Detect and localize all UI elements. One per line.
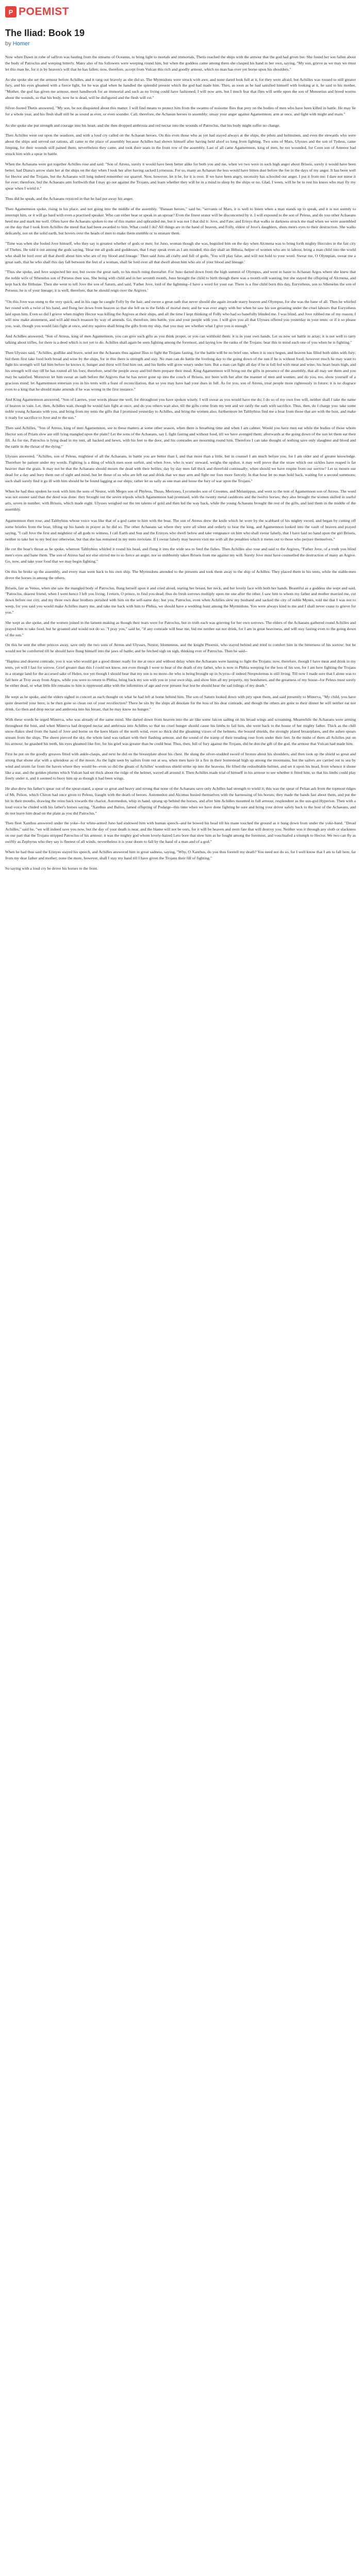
poem-paragraph: He cut the boar's throat as he spoke, whereon Talthybius whirled it round his head, and flung it into the wide sea to feed the fishes. Then Achilles also rose and said to the Argives, "Father Jove, of a truth you blind men's eyes and bane them. The son of Atreus had not else stirred me to so fierce an anger, nor so stubbornly taken Briseis from me against my will. Surely Jove must have counselled the destruction of many an Argive. Go, now, and take your food that we may begin fighting.": [5, 547, 356, 564]
poem-paragraph: When he had thus spoken he took with him the sons of Nestor, with Meges son of Phyleus, Thoas, Meriones, Lycomedes son of Creontes, and Melanippus, and went to the tent of Agamemnon son of Atreus. The word was not sooner said than the deed was done: they brought out the seven tripods which Agamemnon had promised, with the twenty metal cauldrons and the twelve horses; they also brought the women skilled in useful arts, seven in number, with Briseis, which made eight. Ulysses weighed out the ten talents of gold and then led the way back, while the young Achaeans brought the rest of the gifts, and laid them in the middle of the assembly.: [5, 488, 356, 512]
poem-paragraph: Then said Achilles, "Son of Atreus, king of men Agamemnon, see to these matters at some other season, when there is breathing time and when I am calmer. Would you have men eat while the bodies of those whom Hector son of Priam slew are still lying mangled upon the plain? Let the sons of the Achaeans, say I, fight fasting and without food, till we have avenged them; afterwards at the going down of the sun let them eat their fill. As for me, Patroclus is lying dead in my tent, all hacked and hewn, with his feet to the door, and his comrades are mourning round him. Therefore I can take thought of nothing save only slaughter and blood and the rattle in the throat of the dying.": [5, 426, 356, 449]
poem-paragraph: "Hapless and dearest comrade, you it was who would get a good dinner ready for me at once and without delay when the Achaeans were hasting to fight the Trojans; now, therefore, though I have meat and drink in my tents, yet will I fast for sorrow. Grief greater than this I could not know, not even though I were to hear of the death of my father, who is now in Phthia weeping for the loss of his son, for I am here fighting the Trojans in a strange land for the accursed sake of Helen, nor yet though I should hear that my son is no more--he who is being brought up in Scyros--if indeed Neoptolemus is still living. Till now I made sure that I alone was to fall here at Troy away from Argos, while you were to return to Phthia, bring back my son with you in your own ship, and show him all my property, my bondsmen, and the greatness of my house--for Peleus must surely be either dead, or what little life remains to him is oppressed alike with the infirmities of age and ever present fear lest he should hear the sad tidings of my death.": [5, 659, 356, 688]
poem-paragraph: Then Achilles went out upon the seashore, and with a loud cry called on the Achaean heroes. On this even those who as yet had stayed always at the ships, the pilots and helmsmen, and even the stewards who were about the ships and served out rations, all came to the place of assembly because Achilles had shown himself after having held aloof so long from fighting. Two sons of Mars, Ulysses and the son of Tydeus, came limping, for their wounds still pained them; nevertheless they came, and took their seats in the front row of the assembly. Last of all came Agamemnon, king of men, he too wounded, for Coon son of Antenor had struck him with a spear in battle.: [5, 133, 356, 156]
poem-paragraph: As she spoke she put strength and courage into his heart, and she then dropped ambrosia and red nectar into the wounds of Patroclus, that his body might suffer no change.: [5, 123, 281, 128]
poem-paragraph: Then Ulysses said, "Achilles, godlike and brave, send not the Achaeans thus against Ilius to fight the Trojans fasting, for the battle will be no brief one, when it is once begun, and heaven has filled both sides with fury; bid them first take food both bread and wine by the ships, for in this there is strength and stay. No man can do battle the livelong day to the going down of the sun if he is without food; however much he may want to fight his strength will fail him before he knows it; hunger and thirst will find him out, and his limbs will grow weary under him. But a man can fight all day if he is full fed with meat and wine; his heart beats high, and his strength will stay till he has routed all his foes; therefore, send the people away and bid them prepare their meal; King Agamemnon will bring out the gifts in presence of the assembly, that all may see them and you may be satisfied. Moreover let him swear an oath before the Argives that he has never gone up into the couch of Briseis, nor been with her after the manner of men and women; and do you, too, show yourself of a gracious mind; let Agamemnon entertain you in his tents with a feast of reconciliation, that so you may have had your dues in full. As for you, son of Atreus, treat people more righteously in future; it is no disgrace even to a king that he should make amends if he was wrong in the first instance.": [5, 350, 356, 392]
poem-paragraph: "On this Jove was stung to the very quick, and in his rage he caught Folly by the hair, and swore a great oath that never should she again invade starry heaven and Olympus, for she was the bane of all. Then he whirled her round with a twist of his hand, and flung her down from heaven so that she fell on to the fields of mortal men; and he was ever angry with her when he saw his son groaning under the cruel labours that Eurystheus laid upon him. Even so did I grieve when mighty Hector was killing the Argives at their ships, and all the time I kept thinking of Folly who had so banefully blinded me. I was blind, and Jove robbed me of my reason; I will now make atonement, and will add much treasure by way of amends. Go, therefore, into battle, you and your people with you. I will give you all that Ulysses offered you yesterday in your tents: or if it so please you, wait, though you would fain fight at once, and my squires shall bring the gifts from my ship, that you may see whether what I give you is enough.": [5, 299, 356, 329]
site-header: [0, 0, 361, 21]
poem-paragraph: When he had thus said the Erinyes stayed his speech, and Achilles answered him in great sadness, saying, "Why, O Xanthus, do you thus foretell my death? You need not do so, for I well know that I am to fall here, far from my dear father and mother; none the more, however, shall I stay my hand till I have given the Trojans their fill of fighting.": [5, 849, 356, 860]
logo-icon: P: [5, 6, 17, 18]
poem-paragraph: Then Agamemnon spoke, rising in his place, and not going into the middle of the assembly. "Danaan heroes," said he, "servants of Mars, it is well to listen when a man stands up to speak, and it is not seemly to interrupt him, or it will go hard with even a practised speaker. Who can either hear or speak in an uproar? Even the finest orator will be disconcerted by it. I will expound to the son of Peleus, and do you other Achaeans heed me and mark me well. Often have the Achaeans spoken to me of this matter and upbraided me, but it was not I that did it: Jove, and Fate, and Erinys that walks in darkness struck me mad when we were assembled on the day that I took from Achilles the meed that had been awarded to him. What could I do? All things are in the hand of heaven, and Folly, eldest of Jove's daughters, shuts men's eyes to their destruction. She walks delicately, not on the solid earth, but hovers over the heads of men to make them stumble or to ensnare them.: [5, 206, 356, 236]
poem-paragraph: And Achilles answered, "Son of Atreus, king of men Agamemnon, you can give such gifts as you think proper, or you can withhold them: it is in your own hands. Let us now set battle in array; it is not well to tarry talking about trifles, for there is a deed which is not yet to do. Achilles shall again be seen fighting among the foremost, and laying low the ranks of the Trojans: bear this in mind each one of you when he is fighting.": [5, 334, 356, 345]
poem-paragraph: "Thus she spoke, and Jove suspected her not, but swore the great oath, to his much ruing thereafter. For Juno darted down from the high summit of Olympus, and went in haste to Achaean Argos where she knew that the noble wife of Sthenelus son of Perseus then was. She being with child and in her seventh month, Juno brought the child to birth though there was a month still wanting, but she stayed the offspring of Alcmena, and kept back the Ilithuiae. Then she went to tell Jove the son of Saturn, and said, 'Father Jove, lord of the lightning--I have a word for your ear. There is a fine child born this day, Eurystheus, son to Sthenelus the son of Perseus; he is of your lineage; it is well, therefore, that he should reign over the Argives.': [5, 269, 356, 293]
poem-paragraph: On this he sent the other princes away, save only the two sons of Atreus and Ulysses, Nestor, Idomeneus, and the knight Phoenix, who stayed behind and tried to comfort him in the bitterness of his sorrow: but he would not be comforted till he should have flung himself into the jaws of battle; and he fetched sigh on sigh, thinking ever of Patroclus. Then he said--: [5, 642, 356, 654]
poem-paragraph: Now when Dawn in robe of saffron was hasting from the streams of Oceanus, to bring light to mortals and immortals, Thetis reached the ships with the armour that the god had given her. She found her son fallen about the body of Patroclus and weeping bitterly. Many also of his followers were weeping round him, but when the goddess came among them she clasped his hand in her own, saying, "My son, grieve as we may we must let this man lie, for it is by heaven's will that he has fallen; now, therefore, accept from Vulcan this rich and goodly armour, which no man has ever yet borne upon his shoulders.": [5, 55, 356, 72]
poem-paragraph: Then fleet Xanthus answered under the yoke--for white-armed Juno had endowed him with human speech--and he bowed his head till his mane touched the ground as it hung down from under the yoke-band. "Dread Achilles," said he, "we will indeed save you now, but the day of your death is near, and the blame will not be ours, for it will be heaven and stern fate that will destroy you. Neither was it through any sloth or slackness on our part that the Trojans stripped Patroclus of his armour; it was the mighty god whom lovely-haired Leto bore that slew him as he fought among the foremost, and vouchsafed a triumph to Hector. We two can fly as swiftly as Zephyrus who they say is fleetest of all winds; nevertheless it is your doom to fall by the hand of a man and of a god.": [5, 821, 356, 844]
poem-paragraph: He also drew his father's spear out of the spear-stand, a spear so great and heavy and strong that none of the Achaeans save only Achilles had strength to wield it; this was the spear of Pelian ash from the topmost ridges of Mt. Pelion, which Chiron had once given to Peleus, fraught with the death of heroes. Automedon and Alcimus busied themselves with the harnessing of his horses; they made the bands fast about them, and put the bit in their mouths, drawing the reins back towards the chariot. Automedon, whip in hand, sprang up behind the horses, and after him Achilles mounted in full armour, resplendent as the sun-god Hyperion. Then with a loud voice he chided with his father's horses saying, "Xanthus and Balius, famed offspring of Podarge--this time when we have done fighting be sure and bring your driver safely back to the host of the Achaeans, and do not leave him dead on the plain as you did Patroclus.": [5, 786, 356, 816]
poem-header: [0, 21, 361, 50]
poem-body: [0, 50, 361, 882]
poem-paragraph: Briseis, fair as Venus, when she saw the mangled body of Patroclus, flung herself upon it and cried aloud, tearing her breast, her neck, and her lovely face with both her hands. Beautiful as a goddess she wept and said, "Patroclus, dearest friend, when I went hence I left you living; I return, O prince, to find you dead; thus do fresh sorrows multiply upon me one after the other. I saw him to whom my father and mother married me, cut down before our city, and my three own dear brothers perished with him on the self-same day; but you, Patroclus, even when Achilles slew my husband and sacked the city of noble Mynes, told me that I was not to weep, for you said you would make Achilles marry me, and take me back with him to Phthia, we should have a wedding feast among the Myrmidons. You were always kind to me and I shall never cease to grieve for you.": [5, 585, 356, 615]
poem-paragraph: Ulysses answered, "Achilles, son of Peleus, mightiest of all the Achaeans, in battle you are better than I, and that more than a little, but in counsel I am much before you, for I am older and of greater knowledge. Therefore be patient under my words. Fighting is a thing of which men soon surfeit, and when Jove, who is wars' steward, weighs the upshot, it may well prove that the straw which our sickles have reaped is far heavier than the grain. It may not be that the Achaeans should mourn the dead with their bellies; day by day men fall thick and threefold continually; when should we have respite from our sorrow? Let us mourn our dead for a day and bury them out of sight and mind, but let those of us who are left eat and drink that we may arm and fight our foes more fiercely. In that hour let no man hold back, waiting for a second summons; such shall surely find it go ill with him should he be found lagging at our ships; rather let us sally as one man and loose the fury of war upon the Trojans.": [5, 454, 356, 483]
poem-paragraph: She wept as she spoke, and the women joined in the lament-making as though their tears were for Patroclus, but in truth each was grieving for her own sorrows. The elders of the Achaeans gathered round Achilles and prayed him to take food, but he groaned and would not do so. "I pray you," said he, "if any comrade will hear me, bid me neither eat nor drink, for I am in great heaviness, and will stay fasting even to the going down of the sun.": [5, 620, 356, 637]
poem-paragraph: He wept as he spoke, and the elders sighed in concert as each thought on what he had left at home behind him. The son of Saturn looked down with pity upon them, and said presently to Minerva, "My child, you have quite deserted your hero; is he then gone so clean out of your recollection? There he sits by the ships all desolate for the loss of his dear comrade, and though the others are gone to their dinner he will neither eat nor drink. Go then and drop nectar and ambrosia into his breast, that he may know no hunger.": [5, 694, 356, 711]
poem-paragraph: First he put on the goodly greaves fitted with ankle-clasps, and next he did on the breastplate about his chest. He slung the silver-studded sword of bronze about his shoulders, and then took up the shield so great and strong that shone afar with a splendour as of the moon. As the light seen by sailors from out at sea, when men have lit a fire in their homestead high up among the mountains, but the sailors are carried out to sea by wind and storm far from the haven where they would be--even so did the gleam of Achilles' wondrous shield strike up into the heavens. He lifted the redoubtable helmet, and set it upon his head, from whence it shone like a star, and the golden plumes which Vulcan had set thick about the ridge of the helmet, waved all around it. Then Achilles made trial of himself in his armour to see whether it fitted him, so that his limbs could play freely under it, and it seemed to buoy him up as though it had been wings.: [5, 752, 356, 781]
logo-text: POEMIST: [19, 6, 70, 18]
poem-paragraph: "Time was when she fooled Jove himself, who they say is greatest whether of gods or men; for Juno, woman though she was, beguiled him on the day when Alcmena was to bring forth mighty Hercules in the fair city of Thebes. He told it out among the gods saying, 'Hear me all gods and goddesses, that I may speak even as I am minded; this day shall an Ilithuia, helper of women who are in labour, bring a man child into the world who shall be lord over all that dwell about him who are of my blood and lineage.' Then said Juno all crafty and full of guile, 'You will play false, and will not hold to your word. Swear me, O Olympian, swear me a great oath, that he who shall this day fall between the feet of a woman, shall be lord over all that dwell about him who are of your blood and lineage.': [5, 241, 356, 264]
poem-paragraph: On this he broke up the assembly, and every man went back to his own ship. The Myrmidons attended to the presents and took them away to the ship of Achilles. They placed them in his tents, while the stable-men drove the horses in among the others.: [5, 569, 356, 580]
poem-paragraph: When the Achaeans were got together Achilles rose and said: "Son of Atreus, surely it would have been better alike for both you and me, when we two were in such high anger about Briseis, surely it would have been better, had Diana's arrow slain her at the ships on the day when I took her after having sacked Lyrnessus. For so, many an Achaean the less would have bitten dust before the foe in the days of my anger. It has been well for Hector and the Trojans, but the Achaeans will long indeed remember our quarrel. Now, however, let it be, for it is over. If we have been angry, necessity has schooled our anger. I put it from me: I dare not nurse it for ever; therefore, bid the Achaeans arm forthwith that I may go out against the Trojans, and learn whether they will be in a mind to sleep by the ships or no. Glad, I ween, will he be to rest his knees who may fly my spear when I wield it.": [5, 161, 356, 191]
byline-prefix: by: [5, 41, 11, 47]
poem-paragraph: As she spoke she set the armour before Achilles, and it rang out bravely as she did so. The Myrmidons were struck with awe, and none dared look full at it, for they were afraid; but Achilles was roused to still greater fury, and his eyes gleamed with a fierce light, for he was glad when he handled the splendid present which the god had made him. Then, as soon as he had satisfied himself with looking at it, he said to his mother, "Mother, the god has given me armour, meet handiwork for an immortal and such as no living could have fashioned; I will now arm, but I much fear that flies will settle upon the son of Menoetius and breed worms about the wounds, so that his body, now he is dead, will be disfigured and the flesh will rot.": [5, 77, 356, 100]
page: [0, 0, 361, 882]
poem-title: The Iliad: Book 19: [5, 28, 85, 38]
poem-paragraph: Thus did he speak, and the Achaeans rejoiced in that he had put away his anger.: [5, 196, 134, 201]
author-link[interactable]: Homer: [12, 41, 30, 47]
site-logo[interactable]: [5, 6, 69, 18]
poem-paragraph: Agamemnon then rose, and Talthybius whose voice was like that of a god came to him with the boar. The son of Atreus drew the knife which he wore by the scabbard of his mighty sword, and began by cutting off some bristles from the boar, lifting up his hands in prayer as he did so. The other Achaeans sat where they were all silent and orderly to hear the king, and Agamemnon looked into the vault of heaven and prayed saying, "I call Jove the first and mightiest of all gods to witness, I call Earth and Sun and the Erinyes who dwell below and take vengeance on him who shall swear falsely, that I have laid no hand upon the girl Briseis, neither to take her to my bed nor otherwise, but that she has remained in my tents inviolate. If I swear falsely may heaven visit me with all the penalties which it metes out to those who perjure themselves.": [5, 518, 356, 541]
poem-paragraph: Silver-footed Thetis answered, "My son, be not disquieted about this matter. I will find means to protect him from the swarms of noisome flies that prey on the bodies of men who have been killed in battle. He may lie for a whole year, and his flesh shall still be as sound as ever, or even sounder. Call, therefore, the Achaean heroes in assembly; unsay your anger against Agamemnon; arm at once, and fight with might and main.": [5, 105, 356, 116]
poem-byline: [5, 41, 356, 47]
poem-paragraph: So saying with a loud cry he drove his horses to the front.: [5, 866, 98, 871]
poem-paragraph: With these words he urged Minerva, who was already of the same mind. She darted down from heaven into the air like some falcon sailing on his broad wings and screaming. Meanwhile the Achaeans were arming throughout the host, and when Minerva had dropped nectar and ambrosia into Achilles so that no cruel hunger should cause his limbs to fail him, she went back to the house of her mighty father. Thick as the chill snow-flakes shed from the hand of Jove and borne on the keen blasts of the north wind, even so thick did the gleaming vizors of the helmets, the bossed shields, the strongly plated breastplates, and the ashen spears stream from the ships. The sheen pierced the sky, the whole land was radiant with their flashing armour, and the sound of the tramp of their treading rose from under their feet. In the midst of them all Achilles put on his armour; he gnashed his teeth, his eyes gleamed like fire, for his grief was greater than he could bear. Thus, then, full of fury against the Trojans, did he don the gift of the god, the armour that Vulcan had made him.: [5, 717, 356, 747]
poem-paragraph: And King Agamemnon answered, "Son of Laertes, your words please me well, for throughout you have spoken wisely. I will swear as you would have me do; I do so of my own free will, neither shall I take the name of heaven in vain. Let, then, Achilles wait, though he would fain fight at once, and do you others wait also, till the gifts come from my tent and we ratify the oath with sacrifice. Thus, then, do I charge you: take some noble young Achaeans with you, and bring from my tents the gifts that I promised yesterday to Achilles, and bring the women also; furthermore let Talthybius find me a boar from those that are with the host, and make it ready for sacrifice to Jove and to the sun.": [5, 397, 356, 420]
